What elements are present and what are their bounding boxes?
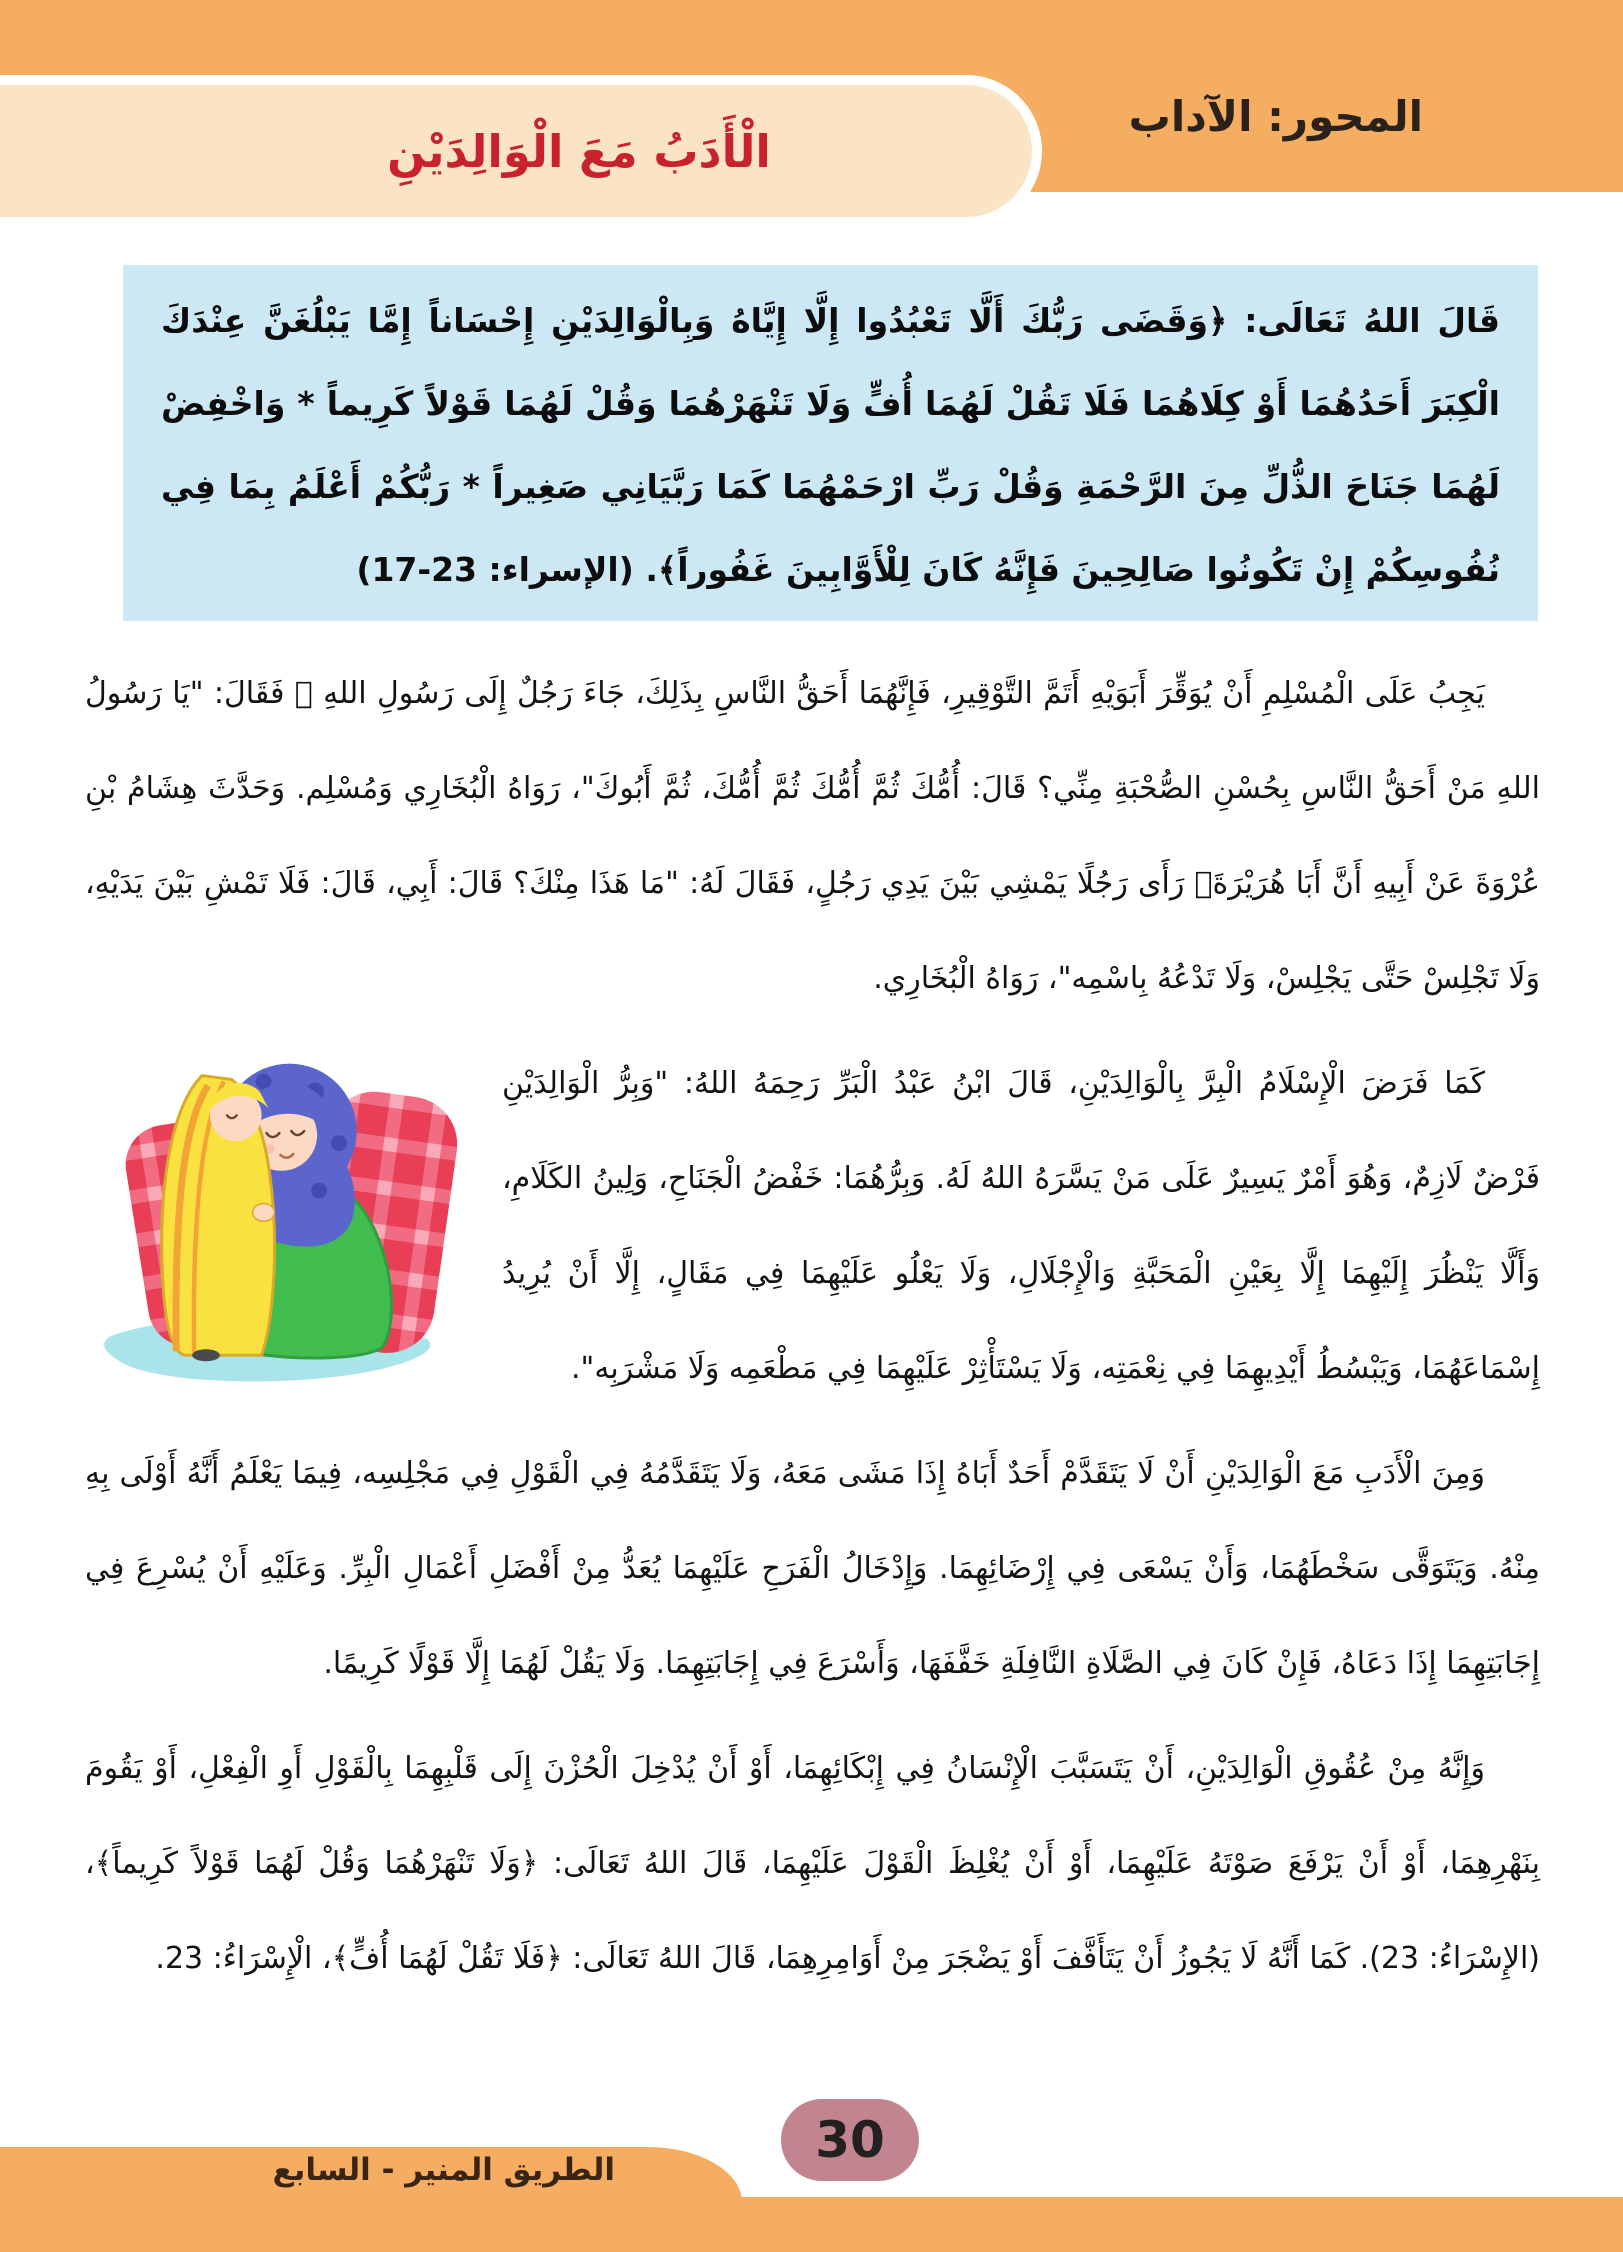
axis-label: المحور: الآداب — [1128, 92, 1423, 141]
page-number-badge — [772, 2090, 928, 2190]
lesson-title-pill — [0, 75, 1042, 227]
paragraph-3: وَمِنَ الْأَدَبِ مَعَ الْوَالِدَيْنِ أَنْ لَا يَتَقَدَّمْ أَحَدٌ أَبَاهُ إِذَا مَشَى مَعَهُ، وَلَا يَتَقَدَّمُهُ فِي الْقَوْلِ فِي مَجْلِسِه، فِيمَا يَعْلَمُ أَنَّهُ أَوْلَى بِهِ مِنْهُ. وَيَتَوَقَّى سَخْطَهُمَا، وَأَنْ يَسْعَى فِي إِرْضَائِهِمَا. وَإِدْخَالُ الْفَرَحِ عَلَيْهِمَا يُعَدُّ مِنْ أَفْضَلِ أَعْمَالِ الْبِرِّ. وَعَلَيْهِ أَنْ يُسْرِعَ فِي إِجَابَتِهِمَا إِذَا دَعَاهُ، فَإِنْ كَانَ فِي الصَّلَاةِ النَّافِلَةِ خَفَّفَهَا، وَأَسْرَعَ فِي إِجَابَتِهِمَا. وَلَا يَقُلْ لَهُمَا إِلَّا قَوْلًا كَرِيمًا. — [85, 1456, 1540, 1681]
page-number: 30 — [815, 2111, 885, 2169]
quran-verse-text: قَالَ اللهُ تَعَالَى: ﴿وَقَضَى رَبُّكَ أَلَّا تَعْبُدُوا إِلَّا إِيَّاهُ وَبِالْوَالِدَيْنِ إِحْسَاناً إِمَّا يَبْلُغَنَّ عِنْدَكَ الْكِبَرَ أَحَدُهُمَا أَوْ كِلَاهُمَا فَلَا تَقُلْ لَهُمَا أُفٍّ وَلَا تَنْهَرْهُمَا وَقُلْ لَهُمَا قَوْلاً كَرِيماً * وَاخْفِضْ لَهُمَا جَنَاحَ الذُّلِّ مِنَ الرَّحْمَةِ وَقُلْ رَبِّ ارْحَمْهُمَا كَمَا رَبَّيَانِي صَغِيراً * رَبُّكُمْ أَعْلَمُ بِمَا فِي نُفُوسِكُمْ إِنْ تَكُونُوا صَالِحِينَ فَإِنَّهُ كَانَ لِلْأَوَّابِينَ غَفُوراً﴾. (الإسراء: 23-17) — [161, 301, 1500, 589]
child-shoe — [192, 1349, 220, 1361]
paragraph-1: يَجِبُ عَلَى الْمُسْلِمِ أَنْ يُوَقِّرَ أَبَوَيْهِ أَتَمَّ التَّوْقِيرِ، فَإِنَّهُمَا أَحَقُّ النَّاسِ بِذَلِكَ، جَاءَ رَجُلٌ إِلَى رَسُولِ اللهِ ﷺ فَقَالَ: "يَا رَسُولُ اللهِ مَنْ أَحَقُّ النَّاسِ بِحُسْنِ الصُّحْبَةِ مِنِّي؟ قَالَ: أُمُّكَ ثُمَّ أُمُّكَ ثُمَّ أُمُّكَ، ثُمَّ أَبُوكَ"، رَوَاهُ الْبُخَارِي وَمُسْلِم. وَحَدَّثَ هِشَامُ بْنِ عُرْوَةَ عَنْ أَبِيهِ أَنَّ أَبَا هُرَيْرَةَؓ رَأَى رَجُلًا يَمْشِي بَيْنَ يَدِي رَجُلٍ، فَقَالَ لَهُ: "مَا هَذَا مِنْكَ؟ قَالَ: أَبِي، قَالَ: فَلَا تَمْشِ بَيْنَ يَدَيْهِ، وَلَا تَجْلِسْ حَتَّى يَجْلِسْ، وَلَا تَدْعُهُ بِاسْمِه"، رَوَاهُ الْبُخَارِي. — [85, 676, 1540, 996]
quran-verse-box — [123, 265, 1538, 621]
paragraph-2-text: كَمَا فَرَضَ الْإِسْلَامُ الْبِرَّ بِالْوَالِدَيْنِ، قَالَ ابْنُ عَبْدُ الْبَرِّ رَحِمَهُ اللهُ: "وَبِرُّ الْوَالِدَيْنِ فَرْضٌ لَازِمٌ، وَهُوَ أَمْرٌ يَسِيرٌ عَلَى مَنْ يَسَّرَهُ اللهُ لَهُ. وَبِرُّهُمَا: خَفْضُ الْجَنَاحِ، وَلِينُ الكَلَامِ، وَأَلَّا يَنْظُرَ إِلَيْهِمَا إِلَّا بِعَيْنِ الْمَحَبَّةِ وَالْإِجْلَالِ، وَلَا يَعْلُو عَلَيْهِمَا فِي مَقَالٍ، إِلَّا أَنْ يُرِيدُ إِسْمَاعَهُمَا، وَيَبْسُطُ أَيْدِيهِمَا فِي نِعْمَتِه، وَلَا يَسْتَأْثِرْ عَلَيْهِمَا فِي مَطْعَمِه وَلَا مَشْرَبِه". — [502, 1066, 1540, 1386]
paragraph-4: وَإِنَّهُ مِنْ عُقُوقِ الْوَالِدَيْنِ، أَنْ يَتَسَبَّبَ الْإِنْسَانُ فِي إِبْكَائِهِمَا، أَوْ أَنْ يُدْخِلَ الْحُزْنَ إِلَى قَلْبِهِمَا بِالْقَوْلِ أَوِ الْفِعْلِ، أَوْ يَقُومَ بِنَهْرِهِمَا، أَوْ أَنْ يَرْفَعَ صَوْتَهُ عَلَيْهِمَا، أَوْ أَنْ يُغْلِظَ الْقَوْلَ عَلَيْهِمَا، قَالَ اللهُ تَعَالَى: ﴿وَلَا تَنْهَرْهُمَا وَقُلْ لَهُمَا قَوْلاً كَرِيماً﴾، (الإِسْرَاءُ: 23). كَمَا أَنَّهُ لَا يَجُوزُ أَنْ يَتَأَفَّفَ أَوْ يَضْجَرَ مِنْ أَوَامِرِهِمَا، قَالَ اللهُ تَعَالَى: ﴿فَلَا تَقُلْ لَهُمَا أُفٍّ﴾، الْإِسْرَاءُ: 23. — [85, 1751, 1540, 1976]
lesson-body — [85, 646, 1540, 2016]
child-hand — [253, 1204, 275, 1222]
paragraph-2 — [85, 1036, 1540, 1416]
mother-child-illustration — [85, 1024, 457, 1386]
footer-strip — [0, 2197, 1623, 2252]
book-series-label: الطريق المنير - السابع — [272, 2152, 615, 2188]
lesson-title: الْأَدَبُ مَعَ الْوَالِدَيْنِ — [387, 124, 771, 178]
